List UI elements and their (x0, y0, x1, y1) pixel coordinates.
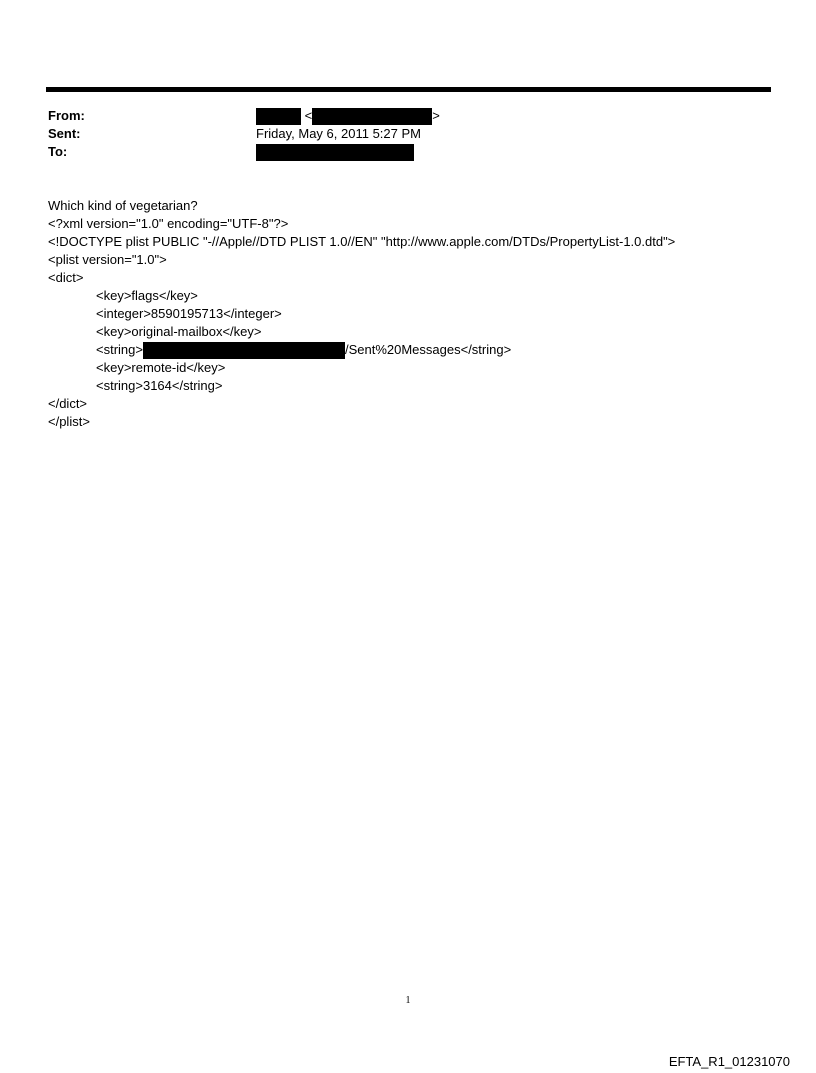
redacted-sender-name (256, 108, 301, 125)
page-number: 1 (405, 995, 411, 1006)
body-line: <!DOCTYPE plist PUBLIC "-//Apple//DTD PLIST 1.0//EN" "http://www.apple.com/DTDs/PropertyList-1.0.dtd"> (48, 234, 676, 249)
body-line: </plist> (48, 414, 90, 429)
sent-value: Friday, May 6, 2011 5:27 PM (256, 126, 421, 141)
to-value (256, 143, 414, 161)
from-open-bracket: < (304, 108, 313, 123)
header-rule (46, 87, 771, 92)
body-line: Which kind of vegetarian? (48, 198, 198, 213)
redacted-sender-email (312, 108, 432, 125)
redacted-recipient (256, 144, 414, 161)
body-line: </dict> (48, 396, 88, 411)
message-body (48, 197, 675, 431)
from-value (256, 107, 440, 125)
body-line: <string>3164</string> (96, 378, 223, 393)
body-line: <key>remote-id</key> (96, 360, 226, 375)
body-line: <key>original-mailbox</key> (96, 324, 262, 339)
body-line: <plist version="1.0"> (48, 252, 167, 267)
string-path-suffix: /Sent%20Messages</string> (344, 342, 512, 357)
body-line: <dict> (48, 270, 84, 285)
from-close-bracket: > (432, 108, 440, 123)
to-label: To: (48, 144, 68, 159)
from-label: From: (48, 108, 85, 123)
string-open-tag: <string> (96, 342, 143, 357)
bates-number: EFTA_R1_01231070 (668, 1054, 790, 1069)
body-line: <integer>8590195713</integer> (96, 306, 282, 321)
body-line: <?xml version="1.0" encoding="UTF-8"?> (48, 216, 289, 231)
body-line: <key>flags</key> (96, 288, 198, 303)
body-line-redacted (48, 341, 675, 359)
redacted-mailbox-path (143, 342, 345, 359)
sent-label: Sent: (48, 126, 81, 141)
